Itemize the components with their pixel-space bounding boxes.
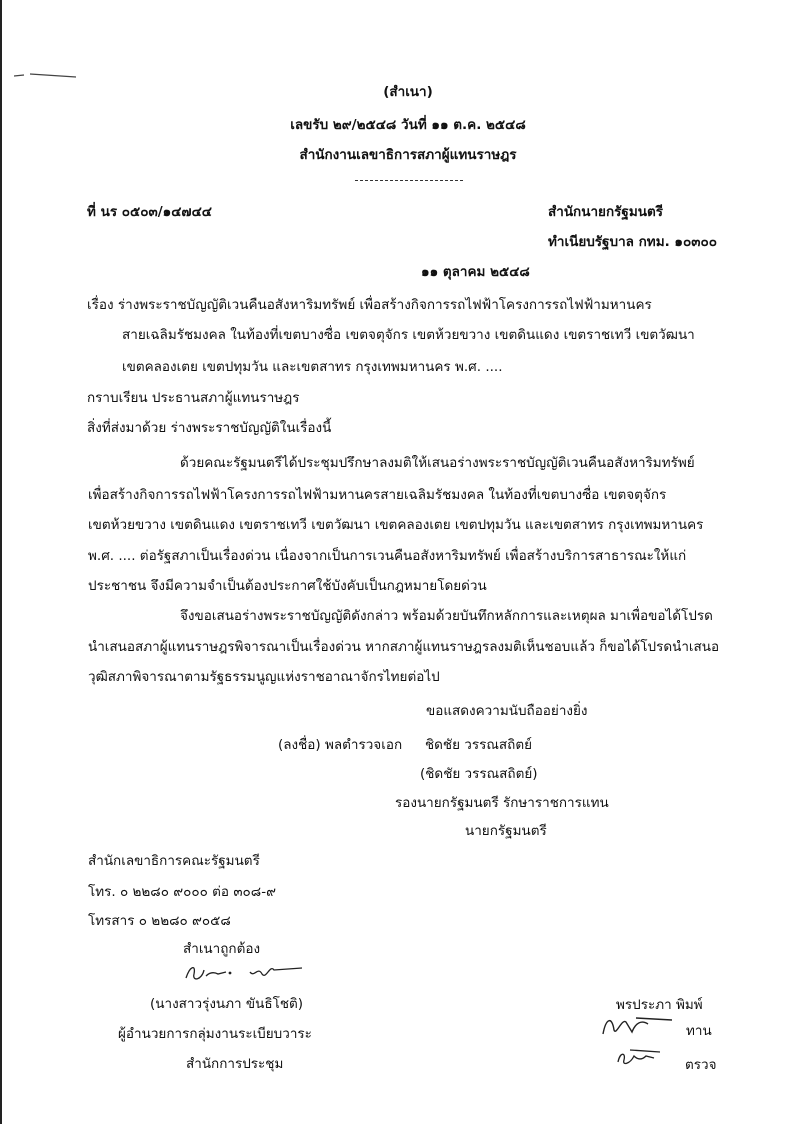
signer-name-paren: (ชิดชัย วรรณสถิตย์) [420, 766, 538, 782]
certifier-name: (นางสาวรุ่งนภา ขันธิโชติ) [150, 996, 304, 1012]
closing: ขอแสดงความนับถืออย่างยิ่ง [426, 703, 588, 719]
sender-office: สำนักนายกรัฐมนตรี [548, 204, 663, 220]
copy-tag: (สำเนา) [383, 84, 433, 100]
body-line: ด้วยคณะรัฐมนตรีได้ประชุมปรึกษาลงมติให้เสนอร่างพระราชบัญญัติเวนคืนอสังหาริมทรัพย์ [180, 455, 695, 471]
header-divider [355, 180, 463, 181]
certifier-office: สำนักการประชุม [186, 1056, 284, 1072]
body-line: วุฒิสภาพิจารณาตามรัฐธรรมนูญแห่งราชอาณาจักรไทยต่อไป [88, 669, 440, 685]
certified-label: สำเนาถูกต้อง [183, 941, 261, 957]
subject-line: สายเฉลิมรัชมงคล ในท้องที่เขตบางซื่อ เขตจตุจักร เขตห้วยขวาง เขตดินแดง เขตราชเทวี เขตวัฒนา [122, 327, 695, 343]
certifier-signature [182, 958, 322, 986]
signer-position: รองนายกรัฐมนตรี รักษาราชการแทน [395, 795, 609, 811]
reviewer-signature [600, 1012, 680, 1038]
footer-fax: โทรสาร ๐ ๒๒๘๐ ๙๐๕๘ [88, 913, 231, 929]
body-line: ประชาชน จึงมีความจำเป็นต้องประกาศใช้บังคับเป็นกฎหมายโดยด่วน [88, 578, 487, 594]
signer-name: ชิดชัย วรรณสถิตย์ [425, 737, 532, 753]
letter-date: ๑๑ ตุลาคม ๒๕๔๘ [421, 264, 530, 280]
signed-label: (ลงชื่อ) พลตำรวจเอก [278, 737, 403, 753]
certifier-position: ผู้อำนวยการกลุ่มงานระเบียบวาระ [118, 1026, 312, 1042]
checker-role: ตรวจ [685, 1057, 717, 1073]
receipt-line: เลขรับ ๒๙/๒๕๔๘ วันที่ ๑๑ ต.ค. ๒๕๔๘ [290, 117, 526, 133]
receiving-office: สำนักงานเลขาธิการสภาผู้แทนราษฎร [299, 147, 517, 163]
reference-number: ที่ นร ๐๕๐๓/๑๔๗๔๔ [87, 204, 213, 220]
body-line: นำเสนอสภาผู้แทนราษฎรพิจารณาเป็นเรื่องด่วน หากสภาผู้แทนราษฎรลงมติเห็นชอบแล้ว ก็ขอได้โปรดนำเสนอ [88, 639, 720, 655]
reviewer-role: ทาน [686, 1023, 712, 1039]
footer-office: สำนักเลขาธิการคณะรัฐมนตรี [88, 853, 260, 869]
subject-line: เขตคลองเตย เขตปทุมวัน และเขตสาทร กรุงเทพมหานคร พ.ศ. .... [122, 359, 503, 375]
enclosure: สิ่งที่ส่งมาด้วย ร่างพระราชบัญญัติในเรื่องนี้ [87, 420, 332, 436]
subject-line: เรื่อง ร่างพระราชบัญญัติเวนคืนอสังหาริมทรัพย์ เพื่อสร้างกิจการรถไฟฟ้าโครงการรถไฟฟ้ามหานคร [87, 297, 652, 313]
scan-mark [14, 72, 76, 78]
sender-address: ทำเนียบรัฐบาล กทม. ๑๐๓๐๐ [548, 234, 717, 250]
body-line: เพื่อสร้างกิจการรถไฟฟ้าโครงการรถไฟฟ้ามหานครสายเฉลิมรัชมงคล ในท้องที่เขตบางซื่อ เขตจตุจักร [88, 487, 667, 503]
body-line: เขตห้วยขวาง เขตดินแดง เขตราชเทวี เขตวัฒนา เขตคลองเตย เขตปทุมวัน และเขตสาทร กรุงเทพมหานคร [88, 517, 704, 533]
typist: พรประภา พิมพ์ [616, 997, 703, 1013]
signer-position-2: นายกรัฐมนตรี [465, 823, 547, 839]
body-line: พ.ศ. .... ต่อรัฐสภาเป็นเรื่องด่วน เนื่องจากเป็นการเวนคืนอสังหาริมทรัพย์ เพื่อสร้างบริการสาธารณะให้แก่ [88, 548, 687, 564]
footer-phone: โทร. ๐ ๒๒๘๐ ๙๐๐๐ ต่อ ๓๐๘-๙ [88, 884, 276, 900]
scan-edge [0, 0, 2, 1124]
salutation: กราบเรียน ประธานสภาผู้แทนราษฎร [87, 390, 300, 406]
checker-signature [614, 1046, 674, 1068]
body-line: จึงขอเสนอร่างพระราชบัญญัติดังกล่าว พร้อมด้วยบันทึกหลักการและเหตุผล มาเพื่อขอได้โปรด [180, 608, 713, 624]
